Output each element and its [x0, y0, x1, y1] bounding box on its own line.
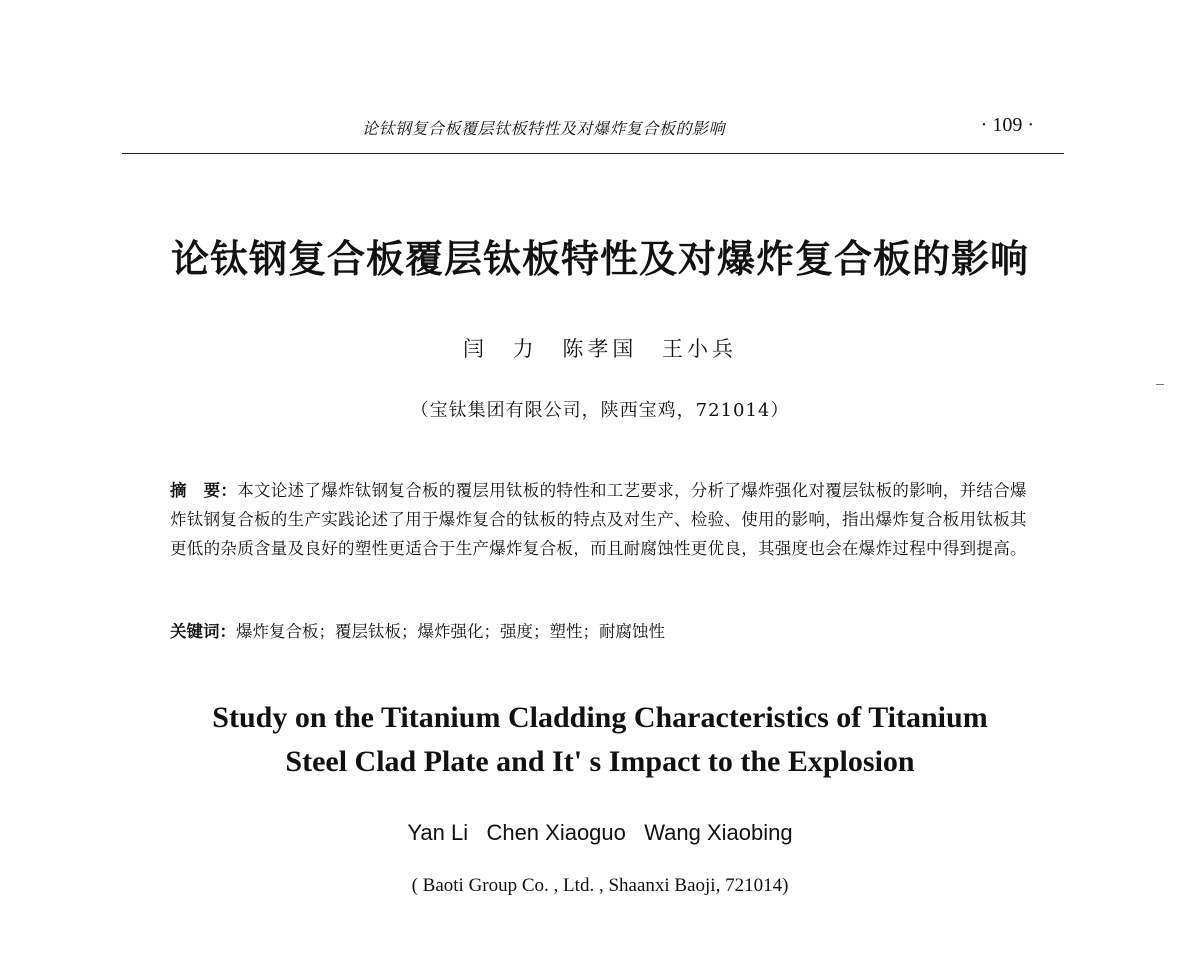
abstract-label: 摘 要： [170, 481, 238, 500]
affiliation-chinese: （宝钛集团有限公司，陕西宝鸡，721014） [410, 400, 790, 421]
title-english-line-2: Steel Clad Plate and It' s Impact to the Explosion [285, 745, 915, 778]
page-number: · 109 · [980, 114, 1034, 136]
abstract-text: 本文论述了爆炸钛钢复合板的覆层用钛板的特性和工艺要求，分析了爆炸强化对覆层钛板的影响，并结合爆炸钛钢复合板的生产实践论述了用于爆炸复合的钛板的特点及对生产、检验、使用的影响，指出爆炸复合板用钛板其更低的杂质含量及良好的塑性更适合于生产爆炸复合板，而且耐腐蚀性更优良，其强度也会在爆炸过程中得到提高。 [170, 481, 1027, 558]
title-english [0, 696, 1200, 784]
abstract-chinese [170, 476, 1030, 563]
title-english-line-1: Study on the Titanium Cladding Characteristics of Titanium [212, 701, 988, 734]
keywords-text: 爆炸复合板；覆层钛板；爆炸强化；强度；塑性；耐腐蚀性 [236, 622, 665, 641]
authors-english: Yan Li Chen Xiaoguo Wang Xiaobing [407, 820, 793, 845]
running-header [122, 112, 1064, 152]
authors-chinese: 闫 力 陈孝国 王小兵 [462, 337, 738, 361]
cropped-text-line [165, 948, 1035, 962]
title-chinese: 论钛钢复合板覆层钛板特性及对爆炸复合板的影响 [170, 236, 1029, 281]
keywords-chinese [170, 619, 1030, 645]
affiliation-english: ( Baoti Group Co. , Ltd. , Shaanxi Baoji, 721014) [411, 875, 789, 896]
running-header-title: 论钛钢复合板覆层钛板特性及对爆炸复合板的影响 [362, 119, 726, 138]
keywords-label: 关键词： [170, 622, 236, 641]
header-rule [122, 153, 1064, 154]
margin-mark [1156, 384, 1164, 385]
